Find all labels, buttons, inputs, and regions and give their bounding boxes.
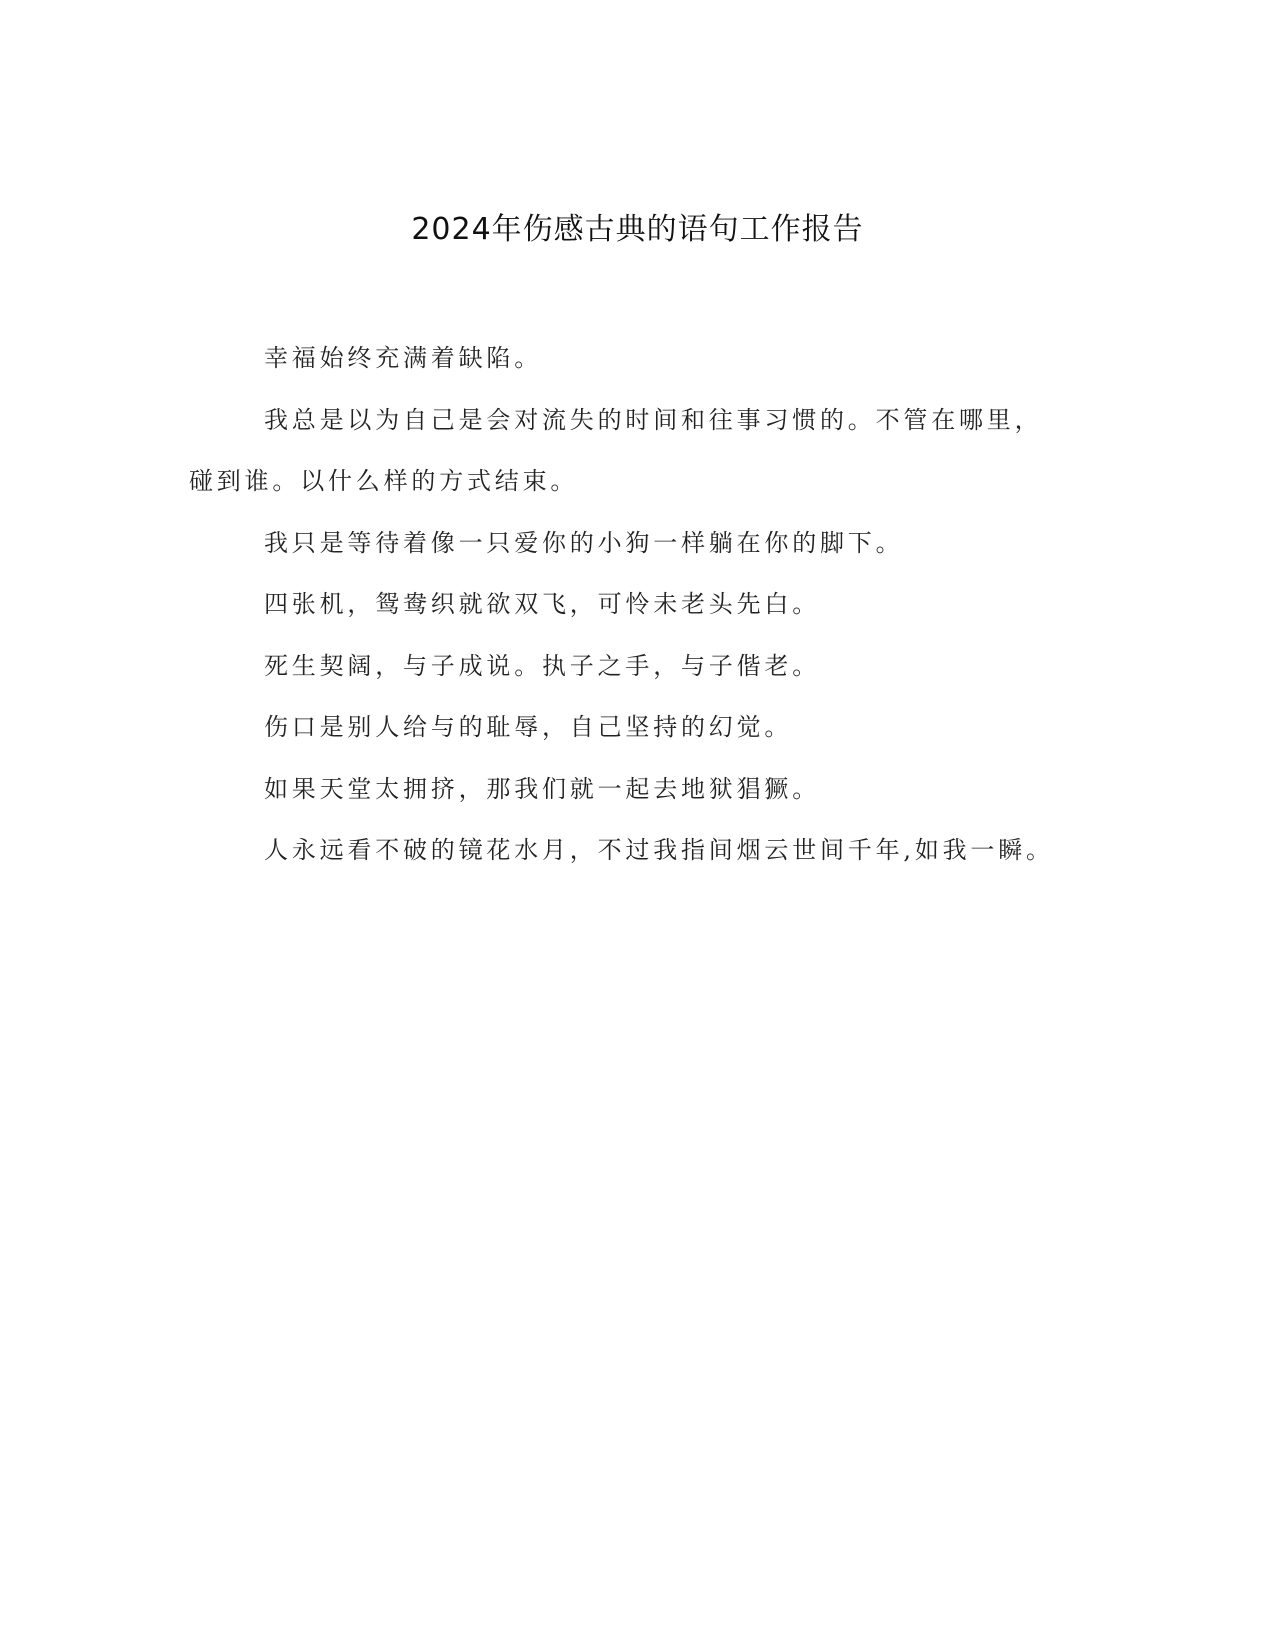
paragraph: 四张机，鸳鸯织就欲双飞，可怜未老头先白。 bbox=[264, 590, 820, 618]
paragraph: 死生契阔，与子成说。执子之手，与子偕老。 bbox=[264, 651, 820, 680]
paragraph: 我只是等待着像一只爱你的小狗一样躺在你的脚下。 bbox=[264, 528, 904, 557]
paragraph: 幸福始终充满着缺陷。 bbox=[264, 344, 542, 372]
document-body bbox=[189, 328, 1069, 882]
document-title: 2024年伤感古典的语句工作报告 bbox=[411, 212, 864, 247]
paragraph: 人永远看不破的镜花水月，不过我指间烟云世间千年,如我一瞬。 bbox=[264, 836, 1054, 864]
paragraph: 如果天堂太拥挤，那我们就一起去地狱猖獗。 bbox=[264, 774, 820, 803]
paragraph: 我总是以为自己是会对流失的时间和往事习惯的。不管在哪里，碰到谁。以什么样的方式结束。 bbox=[189, 405, 1043, 495]
paragraph: 伤口是别人给与的耻辱，自己坚持的幻觉。 bbox=[264, 713, 793, 741]
